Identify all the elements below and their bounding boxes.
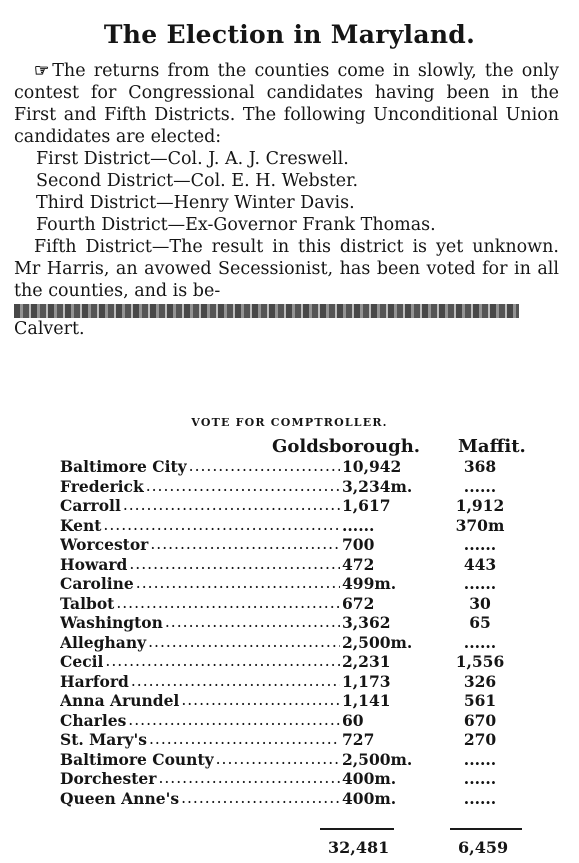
goldsborough-votes: 2,500m.: [342, 749, 413, 769]
county-name: Cecil .....: [60, 652, 390, 671]
county-name: St. Mary's .....: [60, 730, 390, 749]
intro-text: The returns from the counties come in slowly, the only contest for Congressional candidates having been in the First and Fifth Districts. The following Unconditional Union candidates are elected:: [14, 61, 559, 147]
goldsborough-votes: 1,141: [340, 691, 402, 710]
table-row: [60, 496, 550, 516]
goldsborough-votes: 400m.: [340, 769, 402, 788]
total-rule-goldsborough: [320, 828, 394, 830]
goldsborough-votes: ......: [340, 516, 402, 535]
table-row: [60, 672, 550, 692]
fifth-district-paragraph: Fifth District—The result in this district is yet unknown. Mr Harris, an avowed Secessionist, has been voted for in all the counties, and is be-: [14, 237, 559, 301]
table-row: [60, 750, 550, 770]
headline: The Election in Maryland.: [103, 20, 476, 49]
table-row: [60, 633, 550, 653]
maffit-votes: 443: [463, 554, 497, 574]
pointing-hand-icon: ☞: [34, 61, 50, 81]
county-name: Kent .....: [60, 516, 390, 535]
county-name: Talbot .....: [60, 594, 390, 613]
county-name: Washington .....: [60, 613, 390, 632]
table-row: [60, 691, 550, 711]
table-row: [60, 535, 550, 555]
maffit-votes: 1,912: [455, 496, 505, 515]
article-body: [14, 60, 559, 340]
table-row: [60, 730, 550, 750]
vote-table: [60, 457, 550, 808]
total-maffit: 6,459: [458, 838, 509, 857]
table-row: [60, 594, 550, 614]
county-name: Baltimore County .....: [60, 750, 390, 769]
county-name: Dorchester .....: [60, 769, 390, 788]
table-row: [60, 555, 550, 575]
table-row: [60, 457, 550, 477]
table-row: [60, 789, 550, 809]
maffit-votes: 30: [469, 593, 491, 613]
maffit-votes: ......: [463, 574, 497, 593]
county-name: Baltimore City .....: [60, 457, 390, 476]
goldsborough-votes: 499m.: [340, 574, 402, 593]
smudged-line: [14, 304, 519, 318]
table-row: [60, 652, 550, 672]
table-row: [60, 477, 550, 497]
fifth-district-end: Calvert.: [14, 319, 85, 339]
goldsborough-votes: 3,362: [340, 613, 402, 632]
goldsborough-votes: 727: [340, 730, 402, 749]
county-name: Howard .....: [60, 555, 390, 574]
maffit-votes: 270: [463, 730, 497, 749]
district-first: First District—Col. J. A. J. Creswell.: [36, 149, 349, 169]
table-row: [60, 574, 550, 594]
total-goldsborough: 32,481: [328, 838, 390, 857]
column-header-maffit: Maffit.: [458, 436, 526, 457]
goldsborough-votes: 400m.: [340, 789, 402, 808]
county-name: Frederick .....: [60, 477, 390, 496]
maffit-votes: 370m: [455, 515, 505, 535]
goldsborough-votes: 700: [340, 535, 402, 554]
county-name: Harford .....: [60, 672, 390, 691]
maffit-votes: 1,556: [455, 652, 505, 671]
total-rule-maffit: [450, 828, 522, 830]
goldsborough-votes: 672: [340, 594, 402, 613]
table-title: VOTE FOR COMPTROLLER.: [191, 416, 388, 429]
table-row: [60, 516, 550, 536]
maffit-votes: ......: [463, 788, 497, 808]
county-name: Carroll .....: [60, 496, 390, 515]
maffit-votes: ......: [463, 769, 497, 788]
maffit-votes: ......: [463, 749, 497, 769]
county-name: Charles .....: [60, 711, 390, 730]
goldsborough-votes: 1,617: [340, 496, 402, 515]
goldsborough-votes: 2,231: [340, 652, 402, 671]
district-third: Third District—Henry Winter Davis.: [36, 193, 355, 213]
goldsborough-votes: 3,234m.: [342, 476, 413, 496]
intro-paragraph: [14, 60, 559, 148]
district-fourth: Fourth District—Ex-Governor Frank Thomas.: [36, 215, 436, 235]
maffit-votes: 670: [463, 710, 497, 730]
district-second: Second District—Col. E. H. Webster.: [36, 171, 359, 191]
column-header-goldsborough: Goldsborough.: [272, 436, 421, 457]
maffit-votes: ......: [463, 476, 497, 496]
county-name: Queen Anne's .....: [60, 789, 390, 808]
maffit-votes: ......: [463, 632, 497, 652]
goldsborough-votes: 10,942: [342, 457, 402, 476]
table-row: [60, 711, 550, 731]
goldsborough-votes: 60: [340, 711, 402, 730]
county-name: Worcestor .....: [60, 535, 390, 554]
county-name: Alleghany .....: [60, 633, 390, 652]
table-row: [60, 613, 550, 633]
maffit-votes: 326: [463, 671, 497, 691]
goldsborough-votes: 2,500m.: [342, 632, 413, 652]
maffit-votes: 65: [469, 613, 491, 632]
maffit-votes: 368: [463, 457, 497, 476]
goldsborough-votes: 472: [340, 555, 402, 574]
maffit-votes: 561: [463, 691, 497, 710]
table-row: [60, 769, 550, 789]
goldsborough-votes: 1,173: [340, 672, 402, 691]
district-list: [14, 148, 559, 236]
county-name: Caroline .....: [60, 574, 390, 593]
county-name: Anna Arundel .....: [60, 691, 390, 710]
maffit-votes: ......: [463, 535, 497, 554]
